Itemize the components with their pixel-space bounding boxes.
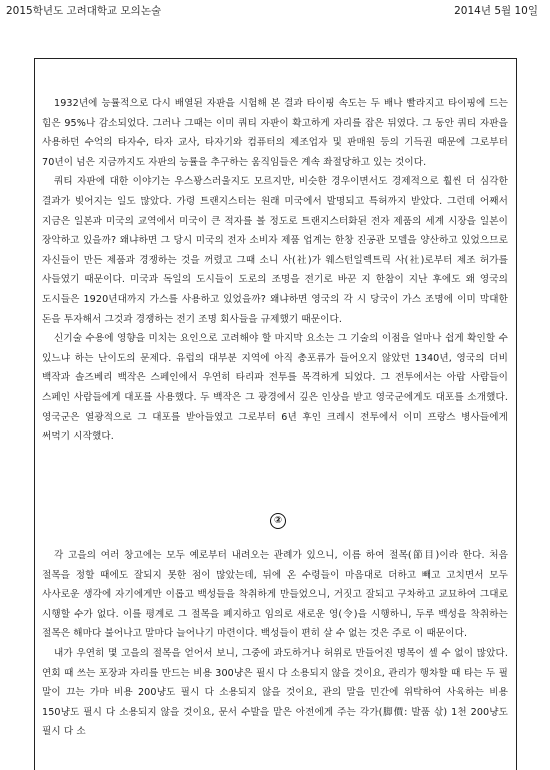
passage-section-1: [42, 94, 508, 447]
passage-paragraph: 쿼티 자판에 대한 이야기는 우스꽝스러울지도 모르지만, 비슷한 경우이면서도 경제적으로 훨씬 더 심각한 결과가 빚어지는 일도 많았다. 가령 트랜지스터는 원래 미국에서 발명되고 특허까지 받았다. 그런데 어째서 지금은 일본과 미국의 교역에서 미국이 큰 적자를 볼 정도로 트랜지스터화된 전자 제품의 세계 시장을 일본이 장악하고 있을까? 왜냐하면 그 당시 미국의 전자 소비자 제품 업계는 한창 진공관 모델을 양산하고 있었으므로 자신들이 만든 제품과 경쟁하는 것을 꺼렸고 그때 소니 사(社)가 웨스턴일렉트릭 사(社)로부터 제조 허가를 사들였기 때문이다. 미국과 독일의 도시들이 도로의 조명을 전기로 바꾼 지 한참이 지난 후에도 왜 영국의 도시들은 1920년대까지 가스를 사용하고 있었을까? 왜냐하면 영국의 각 시 당국이 가스 조명에 이미 막대한 돈을 투자해서 그것과 경쟁하는 전기 조명 회사들을 규제했기 때문이다.: [42, 176, 508, 325]
exam-date: 2014년 5월 10일: [454, 5, 538, 17]
passage-paragraph: 신기술 수용에 영향을 미치는 요인으로 고려해야 할 마지막 요소는 그 기술의 이점을 얼마나 쉽게 확인할 수 있느냐 하는 난이도의 문제다. 유럽의 대부분 지역에 아직 총포류가 들어오지 않았던 1340년, 영국의 더비 백작과 솔즈베리 백작은 스페인에서 우연히 타리파 전투를 목격하게 되었다. 그 전투에서는 아랍 사람들이 스페인 사람들에게 대포를 사용했다. 두 백작은 그 광경에서 깊은 인상을 받고 영국군에게도 대포를 소개했다. 영국군은 열광적으로 그 대포를 받아들였고 그로부터 6년 후인 크레시 전투에서 이미 프랑스 병사들에게 써먹기 시작했다.: [42, 333, 508, 443]
exam-header: [0, 0, 550, 22]
section-marker: ②: [270, 513, 286, 529]
passage-section-2: [42, 546, 508, 742]
passage-paragraph: 1932년에 능률적으로 다시 배열된 자판을 시험해 본 결과 타이핑 속도는 두 배나 빨라지고 타이핑에 드는 힘은 95%나 감소되었다. 그러나 그때는 이미 쿼티 자판이 확고하게 자리를 잡은 뒤였다. 그 동안 쿼티 자판을 사용하던 수억의 타자수, 타자 교사, 타자기와 컴퓨터의 제조업자 및 판매원 등의 기득권 때문에 그로부터 70년이 넘은 지금까지도 자판의 능률을 추구하는 움직임들은 계속 좌절당하고 있는 것이다.: [42, 98, 508, 168]
exam-title: 2015학년도 고려대학교 모의논술: [6, 5, 162, 17]
passage-paragraph: 내가 우연히 몇 고을의 절목을 얻어서 보니, 그중에 과도하거나 허위로 만들어진 명목이 셀 수 없이 많았다. 연회 때 쓰는 포장과 자리를 만드는 비용 300냥은 필시 다 소용되지 않을 것이요, 관리가 행차할 때 타는 두 필 말이 끄는 가마 비용 200냥도 필시 다 소용되지 않을 것이요, 관의 말을 민간에 위탁하여 사육하는 비용 150냥도 필시 다 소용되지 않을 것이요, 문서 수발을 맡은 아전에게 주는 각가(脚價: 발품 삯) 1천 200냥도 필시 다 소: [42, 647, 508, 738]
passage-paragraph: 각 고을의 여러 창고에는 모두 예로부터 내려오는 관례가 있으니, 이름 하여 절목(節目)이라 한다. 처음 절목을 정할 때에도 잘되지 못한 점이 많았는데, 뒤에 온 수령들이 마음대로 더하고 빼고 고치면서 모두 사사로운 생각에 자기에게만 이롭고 백성들을 착취하게 만들었으니, 거짓고 잘되고 구차하고 교묘하여 그대로 시행할 수가 없다. 이를 평계로 그 절목을 폐지하고 임의로 새로운 영(令)을 시행하니, 두루 백성을 착취하는 절목은 해마다 불어나고 말마다 늘어나기 마련이다. 백성들이 편히 살 수 없는 것은 주로 이 때문이다.: [42, 550, 508, 640]
